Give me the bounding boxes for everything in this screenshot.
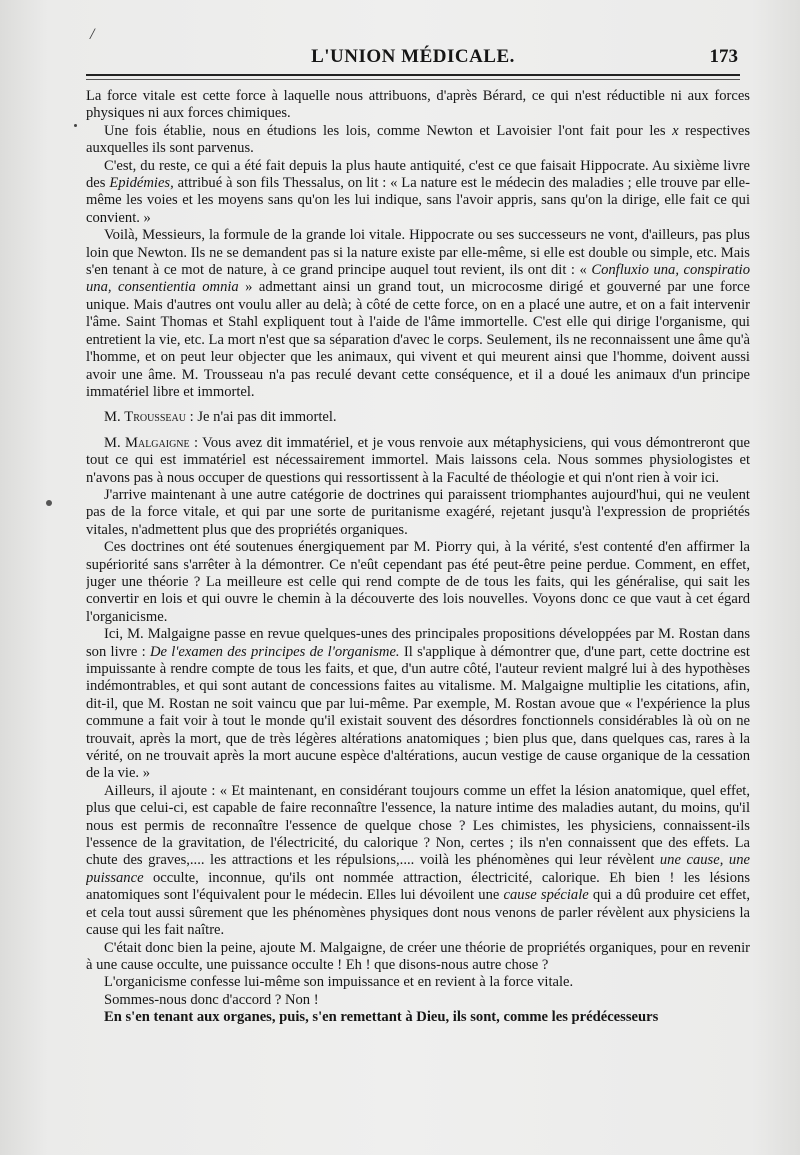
text-segment: : Vous avez dit immatériel, et je vous renvoie aux métaphysiciens, qui vous démontreront que tout ce qui est immatériel est nécessairement immortel. Mais laissons cela. Nous sommes physiologistes et n'avons pas à nous occuper de questions qui ressortissent à la Faculté de théologie et qui n'ont rien à voir ici. bbox=[86, 434, 750, 486]
margin-dot-small bbox=[74, 124, 77, 127]
text-segment: : Je n'ai pas dit immortel. bbox=[185, 409, 337, 426]
text-segment: Ailleurs, il ajoute : « Et maintenant, en considérant toujours comme un effet la lésion anatomique, quel effet, plus que celui-ci, est capable de faire reconnaître l'essence, la nature intime des maladies autant, du moins, qu'il nous est permis de reconnaître l'essence de quelque chose ? Les chimistes, les physiciens, connaissent-ils l'essence de la gravitation, de l'électricité, du calorique ? Non, certes ; ils n'en connaissent que des effets. La chute des graves,.... les attractions et les répulsions,.... voilà les phénomènes qui leur révèlent bbox=[86, 782, 750, 869]
paragraph bbox=[86, 783, 750, 940]
paragraph bbox=[86, 539, 750, 626]
header-rule-thin bbox=[86, 79, 740, 80]
text-segment: qui a dû produire cet effet, et cela tout aussi sûrement que les phénomènes physiques dont nous venons de parler révèlent aux physiciens la cause qui les fait naître. bbox=[86, 887, 750, 939]
text-segment: Il s'applique à démontrer que, d'une part, cette doctrine est impuissante à rendre compte de tous les faits, et que, d'un autre côté, l'auteur revient malgré lui à des hypothèses indémontrables, et qui sont autant de concessions faites au vitalisme. M. Malgaigne multiplie les citations, afin, dit-il, que M. Rostan ne soit vaincu que par lui-même. Par exemple, M. Rostan avoue que « l'expérience la plus commune a fait voir à tout le monde qu'il existait souvent des désordres fonctionnels considérables là où on ne trouvait, après la mort, que de très légères altérations anatomiques ; bien plus que, dans quelques cas, rares à la vérité, on ne trouvait après la mort aucune espèce d'altérations, aucun vestige de cause organique de la cessation de la vie. » bbox=[86, 643, 750, 782]
article-body bbox=[86, 88, 750, 1148]
text-segment: Ces doctrines ont été soutenues énergiquement par M. Piorry qui, à la vérité, s'est contenté d'en affirmer la supériorité sans s'arrêter à la démontrer. Ce n'eût cependant pas été peut-être peine perdue. Comment, en effet, juger une théorie ? La meilleure est celle qui rend compte de de tous les faits, qui les généralise, qui sait les convertir en lois et qui ouvre le chemin à la découverte des lois nouvelles. Voyons donc ce que vaut à cet égard l'organicisme. bbox=[86, 539, 750, 625]
margin-mark: / bbox=[90, 26, 95, 43]
text-segment: respectives auxquelles ils sont parvenus. bbox=[86, 122, 750, 157]
text-segment: En s'en tenant aux organes, puis, s'en remettant à Dieu, ils sont, comme les prédécesseurs bbox=[104, 1009, 659, 1026]
paragraph bbox=[86, 974, 750, 991]
text-segment: M. bbox=[104, 409, 125, 426]
margin-dot bbox=[46, 500, 52, 506]
paragraph bbox=[86, 626, 750, 783]
italic-text: cause spéciale bbox=[503, 887, 589, 904]
text-segment: attribué à son fils Thessalus, on lit : « La nature est le médecin des maladies ; elle trouve par elle-même les voies et les moyens sans qu'on les lui indique, sans l'avoir appris, sans qu'on la dirige, elle fait ce qui convient. » bbox=[86, 175, 750, 226]
text-segment: M. bbox=[104, 434, 125, 451]
running-head bbox=[86, 46, 740, 72]
paragraph bbox=[86, 435, 750, 487]
text-segment: C'est, du reste, ce qui a été fait depuis la plus haute antiquité, c'est ce que faisait Hippocrate. Au sixième livre des bbox=[86, 157, 750, 192]
text-segment: Ici, M. Malgaigne passe en revue quelques-unes des principales propositions développées par M. Rostan dans son livre : bbox=[86, 626, 750, 660]
text-segment: Voilà, Messieurs, la formule de la grande loi vitale. Hippocrate ou ses successeurs ne vont, d'ailleurs, pas plus loin que Newton. Ils ne se demandent pas si la nature existe par elle-même, si elle est double ou simple, etc. Mais s'en tenant à ce mot de nature, à ce grand principe auquel tout revient, ils ont dit : « bbox=[86, 227, 750, 279]
italic-text: Confluxio una, conspiratio una, consentientia omnia bbox=[86, 262, 750, 296]
italic-text: De l'examen des principes de l'organisme. bbox=[149, 643, 400, 660]
italic-text: Epidémies, bbox=[109, 175, 174, 192]
italic-text: x bbox=[672, 122, 679, 139]
italic-text: une cause, une puissance bbox=[86, 852, 750, 886]
paragraph bbox=[86, 1009, 750, 1026]
paragraph bbox=[86, 123, 750, 158]
paragraph bbox=[86, 158, 750, 228]
paragraph bbox=[86, 487, 750, 539]
text-segment: » admettant ainsi un grand tout, un microcosme dirigé et gouverné par une force unique. Mais d'autres ont voulu aller au delà; à côté de cette force, on en a placé une autre, et on a fait intervenir l'âme. Saint Thomas et Stahl expliquent tout à l'aide de l'âme immortelle. C'est elle qui dirige l'organisme, qui entretient la vie, etc. La mort n'est que sa séparation d'avec le corps. Seulement, ils ne reconnaissent une âme qu'à l'homme, et on peut leur objecter que les animaux, qui vivent et qui meurent ainsi que l'homme, doivent aussi avoir une âme. M. Trousseau n'a pas reculé devant cette conséquence, et il a doué les animaux d'un principe immatériel libre et immortel. bbox=[86, 279, 750, 400]
text-segment: J'arrive maintenant à une autre catégorie de doctrines qui paraissent triomphantes aujourd'hui, qui ne veulent pas de la force vitale, et qui par une sorte de puritanisme exagéré, rejetant jusqu'à l'expression de propriétés vitales, n'admettent plus que des propriétés organiques. bbox=[86, 486, 750, 538]
text-segment: C'était donc bien la peine, ajoute M. Malgaigne, de créer une théorie de propriétés organiques, pour en revenir à une cause occulte, une puissance occulte ! Eh ! que disons-nous autre chose ? bbox=[86, 939, 750, 973]
speaker-name: Trousseau bbox=[124, 409, 186, 426]
speaker-name: Malgaigne bbox=[125, 434, 190, 451]
text-segment: La force vitale est cette force à laquelle nous attribuons, d'après Bérard, ce qui n'est réductible ni aux forces physiques ni aux forces chimiques. bbox=[86, 88, 750, 122]
journal-title: L'UNION MÉDICALE. bbox=[311, 46, 515, 67]
text-segment: L'organicisme confesse lui-même son impuissance et en revient à la force vitale. bbox=[104, 974, 574, 991]
text-segment: Une fois établie, nous en étudions les lois, comme Newton et Lavoisier l'ont fait pour les bbox=[104, 122, 673, 139]
text-segment: Sommes-nous donc d'accord ? Non ! bbox=[104, 991, 319, 1008]
paragraph bbox=[86, 227, 750, 401]
paragraph bbox=[86, 88, 750, 123]
paragraph bbox=[86, 940, 750, 975]
paragraph bbox=[86, 992, 750, 1009]
paragraph bbox=[86, 409, 750, 426]
page-number: 173 bbox=[709, 46, 738, 67]
text-segment: occulte, inconnue, qu'ils ont nommée attraction, électricité, calorique. Eh bien ! les lésions anatomiques sont l'équivalent pour le médecin. Elles lui dévoilent une bbox=[86, 869, 750, 904]
header-rule bbox=[86, 74, 740, 76]
